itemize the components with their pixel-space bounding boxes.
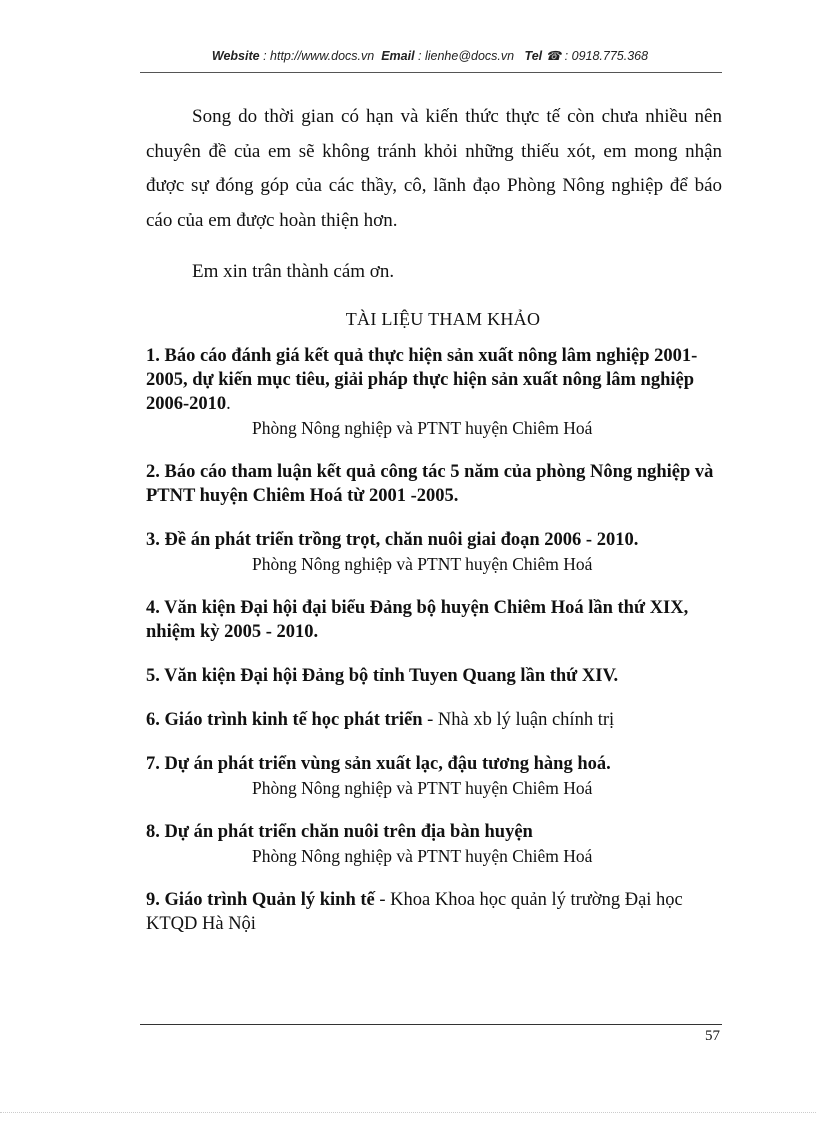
document-body xyxy=(146,100,722,936)
reference-item xyxy=(146,752,722,800)
tel-number: : 0918.775.368 xyxy=(561,49,649,63)
reference-item xyxy=(146,460,722,508)
references-title: TÀI LIỆU THAM KHẢO xyxy=(345,309,541,329)
reference-title: 9. Giáo trình Quản lý kinh tế xyxy=(146,890,375,910)
email-label: Email xyxy=(381,49,415,63)
email-sep: : xyxy=(414,49,425,63)
reference-title: 7. Dự án phát triển vùng sản xuất lạc, đậu tương hàng hoá. xyxy=(146,754,611,774)
page-number: 57 xyxy=(705,1028,720,1044)
reference-source: Phòng Nông nghiệp và PTNT huyện Chiêm Hoá xyxy=(252,418,593,438)
reference-title: 5. Văn kiện Đại hội Đảng bộ tỉnh Tuyen Quang lần thứ XIV. xyxy=(146,666,619,686)
reference-item xyxy=(146,528,722,576)
page-edge-dots xyxy=(0,1112,816,1113)
reference-title: 1. Báo cáo đánh giá kết quả thực hiện sản xuất nông lâm nghiệp 2001-2005, dự kiến mục tiêu, giải pháp thực hiện sản xuất nông lâm nghiệp 2006-2010 xyxy=(146,346,698,414)
page-header xyxy=(140,48,720,72)
reference-source: Phòng Nông nghiệp và PTNT huyện Chiêm Hoá xyxy=(252,554,593,574)
website-url[interactable]: http://www.docs.vn xyxy=(270,49,375,63)
reference-rest: - Nhà xb lý luận chính trị xyxy=(422,710,615,730)
reference-item xyxy=(146,888,722,936)
reference-title: 4. Văn kiện Đại hội đại biểu Đảng bộ huyện Chiêm Hoá lần thứ XIX, nhiệm kỳ 2005 - 2010. xyxy=(146,598,689,642)
reference-rest: - Khoa Khoa học quản lý trường Đại học KTQD Hà Nội xyxy=(146,890,683,934)
reference-title: 2. Báo cáo tham luận kết quả công tác 5 năm của phòng Nông nghiệp và PTNT huyện Chiêm Hoá từ 2001 -2005. xyxy=(146,462,714,506)
thanks-line: Em xin trân thành cám ơn. xyxy=(192,261,395,282)
references-list xyxy=(146,344,722,936)
reference-source: Phòng Nông nghiệp và PTNT huyện Chiêm Hoá xyxy=(252,778,593,798)
reference-item xyxy=(146,596,722,644)
closing-paragraph: Song do thời gian có hạn và kiến thức thực tế còn chưa nhiều nên chuyên đề của em sẽ không tránh khỏi những thiếu xót, em mong nhận được sự đóng góp của các thầy, cô, lãnh đạo Phòng Nông nghiệp để báo cáo của em được hoàn thiện hơn. xyxy=(146,106,722,231)
reference-title: 8. Dự án phát triển chăn nuôi trên địa bàn huyện xyxy=(146,822,533,842)
reference-item xyxy=(146,344,722,440)
reference-source: Phòng Nông nghiệp và PTNT huyện Chiêm Hoá xyxy=(252,846,593,866)
reference-title: 3. Đề án phát triển trồng trọt, chăn nuôi giai đoạn 2006 - 2010. xyxy=(146,530,639,550)
reference-item xyxy=(146,708,722,732)
phone-icon: ☎ xyxy=(545,49,562,63)
reference-rest: . xyxy=(226,394,231,414)
reference-title: 6. Giáo trình kinh tế học phát triển xyxy=(146,710,423,730)
reference-item xyxy=(146,820,722,868)
header-divider xyxy=(140,72,722,73)
reference-item xyxy=(146,664,722,688)
website-sep: : xyxy=(259,49,271,63)
footer-divider xyxy=(140,1024,722,1025)
tel-label: Tel xyxy=(524,49,543,63)
email-address[interactable]: lienhe@docs.vn xyxy=(424,49,515,63)
website-label: Website xyxy=(211,49,260,63)
